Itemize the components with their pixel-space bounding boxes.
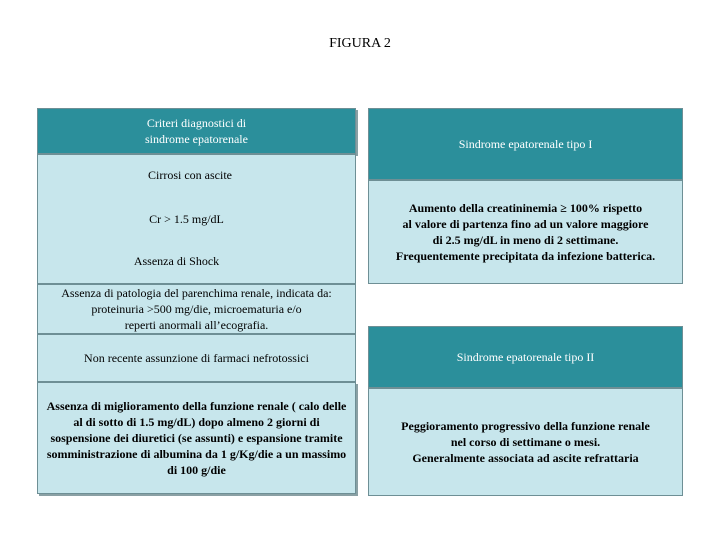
criteria-header-line-1: Criteri diagnostici di xyxy=(146,116,247,130)
parenchima-box xyxy=(37,284,356,334)
figure-title: FIGURA 2 xyxy=(329,36,391,51)
parenchima-line-3: reperti anormali all’ecografia. xyxy=(124,318,269,332)
tipo1-description xyxy=(368,180,683,284)
tipo2-header-text: Sindrome epatorenale tipo II xyxy=(456,350,595,364)
creatinina-criterion: Cr > 1.5 mg/dL xyxy=(149,212,224,226)
tipo1-desc-line-3: di 2.5 mg/dL in meno di 2 settimane. xyxy=(432,233,619,247)
tipo2-header xyxy=(368,326,683,388)
parenchima-line-1: Assenza di patologia del parenchima renale, indicata da: xyxy=(61,286,332,300)
miglioramento-line-5: di 100 g/die xyxy=(167,463,226,477)
miglioramento-line-3: sospensione dei diuretici (se assunti) e espansione tramite xyxy=(50,431,343,445)
miglioramento-line-1: Assenza di miglioramento della funzione renale ( calo delle xyxy=(46,399,347,413)
tipo1-header xyxy=(368,108,683,180)
tipo2-desc-line-2: nel corso di settimane o mesi. xyxy=(450,435,601,449)
farmaci-text: Non recente assunzione di farmaci nefrotossici xyxy=(84,351,309,365)
tipo2-description xyxy=(368,388,683,496)
farmaci-box xyxy=(37,334,356,382)
tipo2-desc-line-1: Peggioramento progressivo della funzione renale xyxy=(401,419,650,433)
tipo2-desc-line-3: Generalmente associata ad ascite refrattaria xyxy=(412,451,639,465)
criteria-header xyxy=(37,108,356,154)
criteria-header-line-2: sindrome epatorenale xyxy=(145,132,248,146)
miglioramento-box xyxy=(37,382,356,494)
tipo1-header-text: Sindrome epatorenale tipo I xyxy=(458,137,593,151)
cirrosi-ascite-box xyxy=(37,154,356,284)
tipo1-desc-line-1: Aumento della creatininemia ≥ 100% rispetto xyxy=(408,201,643,215)
cirrosi-ascite-label: Cirrosi con ascite xyxy=(148,168,232,182)
miglioramento-line-2: al di sotto di 1.5 mg/dL) dopo almeno 2 giorni di xyxy=(73,415,320,429)
parenchima-line-2: proteinuria >500 mg/die, microematuria e/o xyxy=(91,302,302,316)
shock-criterion: Assenza di Shock xyxy=(133,254,220,268)
tipo1-desc-line-4: Frequentemente precipitata da infezione batterica. xyxy=(395,249,656,263)
tipo1-desc-line-2: al valore di partenza fino ad un valore maggiore xyxy=(402,217,649,231)
miglioramento-line-4: somministrazione di albumina da 1 g/Kg/die a un massimo xyxy=(46,447,347,461)
